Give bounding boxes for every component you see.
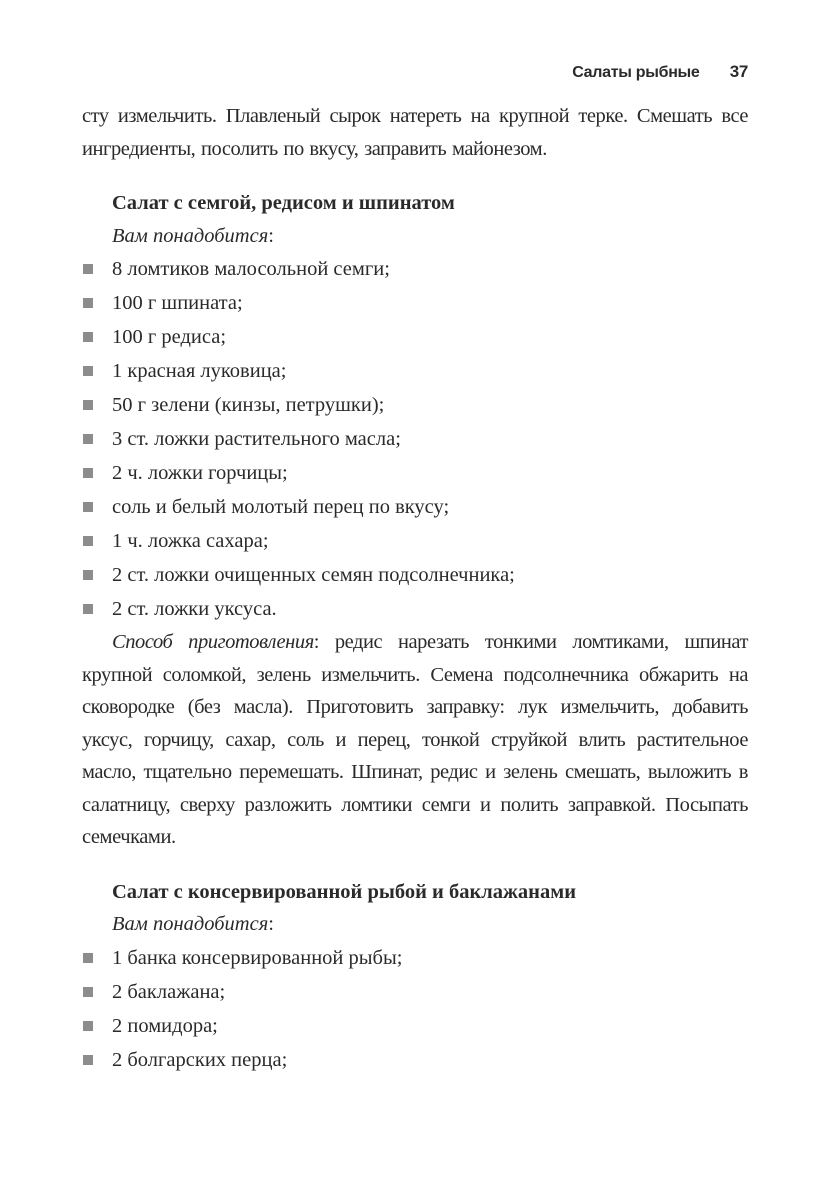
ingredient-item (82, 941, 748, 975)
ingredient-text: 8 ломтиков малосольной семги; (112, 258, 390, 280)
square-bullet-icon (83, 332, 93, 342)
square-bullet-icon (83, 400, 93, 410)
recipe-canned-fish-eggplant-salad (82, 876, 748, 1077)
ingredient-text: 2 ст. ложки уксуса. (112, 598, 277, 620)
ingredient-text: 1 ч. ложка сахара; (112, 530, 269, 552)
square-bullet-icon (83, 502, 93, 512)
ingredient-text: 100 г редиса; (112, 326, 227, 348)
ingredient-text: 3 ст. ложки растительного масла; (112, 428, 401, 450)
square-bullet-icon (83, 366, 93, 376)
needs-label-text: Вам понадобится (112, 913, 269, 935)
ingredients-label (82, 908, 748, 941)
ingredient-item (82, 422, 748, 456)
ingredient-item (82, 1043, 748, 1077)
ingredient-item (82, 320, 748, 354)
square-bullet-icon (83, 987, 93, 997)
ingredient-item (82, 354, 748, 388)
recipe-title: Салат с семгой, редисом и шпинатом (112, 192, 455, 214)
square-bullet-icon (83, 953, 93, 963)
ingredient-item (82, 252, 748, 286)
ingredient-item (82, 388, 748, 422)
needs-label-colon: : (268, 913, 274, 935)
ingredients-label (82, 220, 748, 253)
ingredient-text: соль и белый молотый перец по вкусу; (112, 496, 450, 518)
ingredient-list (82, 252, 748, 626)
square-bullet-icon (83, 1055, 93, 1065)
square-bullet-icon (83, 1021, 93, 1031)
ingredient-item (82, 286, 748, 320)
ingredient-item (82, 524, 748, 558)
square-bullet-icon (83, 264, 93, 274)
ingredient-list (82, 941, 748, 1077)
ingredient-text: 2 ст. ложки очищенных семян подсолнечника; (112, 564, 515, 586)
method-paragraph (82, 626, 748, 854)
ingredient-text: 50 г зелени (кинзы, петрушки); (112, 394, 385, 416)
ingredient-item (82, 490, 748, 524)
running-head (572, 62, 748, 82)
method-label: Способ приготовления (112, 631, 314, 653)
square-bullet-icon (83, 298, 93, 308)
needs-label-colon: : (268, 224, 274, 247)
square-bullet-icon (83, 536, 93, 546)
recipe-salmon-salad (82, 187, 748, 854)
ingredient-item (82, 456, 748, 490)
page-body (82, 100, 748, 1077)
intro-paragraph: сту измельчить. Плавленый сырок натереть на крупной терке. Смешать все ингредиенты, посолить по вкусу, заправить майонезом. (82, 105, 748, 160)
square-bullet-icon (83, 434, 93, 444)
ingredient-item (82, 975, 748, 1009)
ingredient-text: 2 ч. ложки горчицы; (112, 462, 288, 484)
ingredient-item (82, 1009, 748, 1043)
ingredient-text: 2 болгарских перца; (112, 1048, 288, 1071)
ingredient-text: 100 г шпината; (112, 292, 243, 314)
page-number: 37 (729, 62, 748, 81)
section-title: Салаты рыбные (572, 64, 700, 81)
ingredient-item (82, 558, 748, 592)
ingredient-text: 1 красная луковица; (112, 360, 287, 382)
square-bullet-icon (83, 468, 93, 478)
recipe-title: Салат с консервированной рыбой и баклажанами (112, 880, 577, 903)
ingredient-item (82, 592, 748, 626)
ingredient-text: 1 банка консервированной рыбы; (112, 946, 403, 969)
method-text: : редис нарезать тонкими ломтиками, шпинат крупной соломкой, зелень измельчить. Семена подсолнечника обжарить на сковородке (без масла). Приготовить заправку: лук измельчить, добавить уксус, горчицу, сахар, соль и перец, тонкой струйкой влить растительное масло, тщательно перемешать. Шпинат, редис и зелень смешать, выложить в салатницу, сверху разложить ломтики семги и полить заправкой. Посыпать семечками. (82, 631, 748, 848)
needs-label-text: Вам понадобится (112, 224, 269, 247)
ingredient-text: 2 баклажана; (112, 980, 226, 1003)
square-bullet-icon (83, 570, 93, 580)
square-bullet-icon (83, 604, 93, 614)
ingredient-text: 2 помидора; (112, 1014, 218, 1037)
